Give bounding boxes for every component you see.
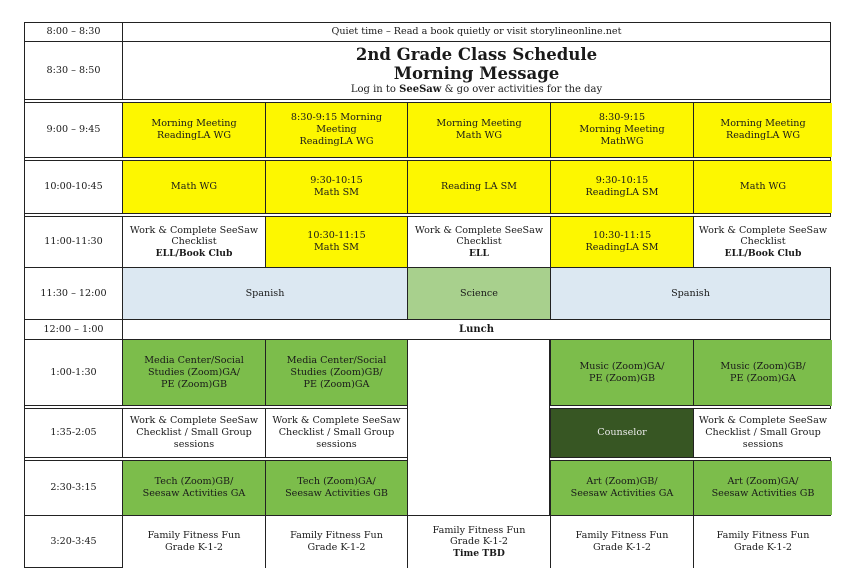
time-cell: 9:00 – 9:45 — [46, 124, 101, 136]
activity-line: 8:30-9:15 — [598, 112, 646, 124]
page-subtitle: Morning Message — [393, 63, 560, 83]
activity-line: Work & Complete SeeSaw — [129, 224, 259, 236]
activity-line: Family Fitness Fun — [432, 524, 526, 536]
activity-line: Meeting — [316, 124, 357, 136]
activity-line: Reading LA SM — [441, 181, 517, 193]
activity-line: Math WG — [170, 181, 218, 193]
activity-line: Math SM — [313, 242, 360, 253]
activity-cell — [122, 409, 265, 457]
activity-line: Music (Zoom)GB/ — [720, 361, 806, 373]
science-cell: Science — [407, 268, 550, 320]
activity-line: Morning Meeting — [579, 124, 665, 136]
time-cell: 2:30-3:15 — [50, 482, 97, 494]
activity-line: Checklist / Small Group — [136, 427, 252, 439]
header-cell — [122, 42, 830, 100]
blank-merged-cell — [407, 339, 550, 515]
activity-line: Media Center/Social — [144, 355, 244, 367]
activity-cell — [407, 161, 550, 213]
activity-cell — [693, 161, 832, 213]
login-instruction: Log in to SeeSaw & go over activities for the day — [350, 83, 603, 95]
activity-line: Math WG — [739, 181, 787, 193]
activity-cell — [693, 217, 832, 267]
activity-line: Grade K-1-2 — [307, 542, 366, 553]
activity-note: Time TBD — [453, 548, 505, 560]
activity-line: Studies (Zoom)GA/ — [147, 367, 241, 379]
time-cell: 12:00 – 1:00 — [43, 324, 104, 336]
row-0320 — [25, 515, 830, 568]
activity-line: Media Center/Social — [286, 355, 387, 367]
schedule-table — [24, 22, 831, 568]
activity-line: Seesaw Activities GB — [285, 488, 388, 499]
activity-cell — [407, 217, 550, 267]
activity-line: Grade K-1-2 — [593, 542, 651, 553]
activity-line: ReadingLA SM — [585, 242, 659, 253]
activity-line: sessions — [742, 438, 784, 450]
activity-line: ReadingLA WG — [299, 135, 374, 147]
activity-note: ELL/Book Club — [724, 248, 802, 260]
activity-note: ELL — [469, 248, 489, 260]
activity-line: Counselor — [597, 427, 647, 439]
activity-line: 8:30-9:15 Morning — [290, 112, 383, 124]
activity-line: Family Fitness Fun — [147, 530, 241, 542]
activity-cell — [550, 217, 693, 267]
activity-line: PE (Zoom)GB — [160, 378, 228, 390]
time-cell: 8:00 – 8:30 — [46, 26, 101, 38]
activity-line: Morning Meeting — [151, 118, 237, 130]
activity-line: MathWG — [600, 135, 644, 147]
activity-line: PE (Zoom)GA — [303, 378, 370, 390]
activity-line: Math SM — [313, 187, 360, 198]
activity-line: Studies (Zoom)GB/ — [290, 367, 383, 379]
activity-line: ReadingLA WG — [725, 130, 801, 141]
activity-line: Work & Complete SeeSaw — [129, 415, 259, 427]
activity-line: ReadingLA SM — [585, 187, 659, 198]
row-0830 — [25, 41, 830, 100]
activity-line: Grade K-1-2 — [450, 536, 508, 548]
activity-line: Tech (Zoom)GA/ — [297, 476, 376, 488]
activity-cell — [122, 516, 265, 568]
activity-cell — [407, 103, 550, 157]
activity-line: Tech (Zoom)GB/ — [154, 476, 234, 488]
activity-cell — [407, 516, 550, 568]
activity-line: Checklist — [740, 236, 786, 248]
activity-line: Morning Meeting — [720, 118, 806, 130]
activity-line: 10:30-11:15 — [592, 230, 652, 242]
activity-cell — [550, 461, 693, 515]
activity-line: sessions — [316, 438, 357, 450]
time-cell: 8:30 – 8:50 — [46, 65, 101, 77]
row-1100 — [25, 217, 830, 267]
activity-cell — [122, 103, 265, 157]
activity-note: ELL/Book Club — [155, 248, 233, 260]
activity-line: Music (Zoom)GA/ — [579, 361, 665, 373]
activity-line: Art (Zoom)GA/ — [727, 476, 799, 488]
activity-line: Family Fitness Fun — [716, 530, 810, 542]
activity-line: Checklist — [456, 236, 502, 248]
activity-cell — [693, 103, 832, 157]
activity-line: Math WG — [455, 130, 503, 141]
activity-cell — [550, 340, 693, 406]
activity-line: Checklist / Small Group — [278, 427, 395, 439]
activity-line: Work & Complete SeeSaw — [698, 415, 828, 427]
time-cell: 3:20-3:45 — [50, 536, 97, 548]
activity-cell — [265, 340, 407, 406]
row-1000 — [25, 161, 830, 213]
activity-line: Work & Complete SeeSaw — [698, 224, 828, 236]
activity-line: Seesaw Activities GB — [711, 488, 815, 499]
row-0900 — [25, 103, 830, 157]
activity-cell — [550, 161, 693, 213]
activity-line: Checklist / Small Group — [705, 427, 821, 439]
activity-cell — [265, 516, 407, 568]
activity-line: Checklist — [171, 236, 217, 248]
time-cell: 1:35-2:05 — [50, 427, 97, 439]
activity-cell — [122, 340, 265, 406]
activity-cell — [693, 516, 832, 568]
activity-cell — [265, 103, 407, 157]
activity-line: 9:30-10:15 — [595, 175, 649, 187]
activity-line: Morning Meeting — [436, 118, 522, 130]
time-cell: 11:00-11:30 — [44, 236, 103, 248]
time-cell: 1:00-1:30 — [50, 367, 97, 379]
activity-line: Work & Complete SeeSaw — [272, 415, 401, 427]
spanish-cell: Spanish — [122, 268, 407, 320]
activity-cell — [265, 161, 407, 213]
activity-line: Grade K-1-2 — [165, 542, 223, 553]
spanish-cell: Spanish — [550, 268, 830, 320]
activity-line: Grade K-1-2 — [734, 542, 792, 553]
activity-cell — [122, 161, 265, 213]
activity-cell — [265, 217, 407, 267]
activity-line: ReadingLA WG — [156, 130, 232, 141]
activity-line: PE (Zoom)GB — [588, 373, 656, 384]
activity-line: sessions — [173, 438, 215, 450]
activity-line: 9:30-10:15 — [310, 175, 363, 187]
activity-cell — [265, 409, 407, 457]
page-title: 2nd Grade Class Schedule — [355, 44, 598, 64]
time-cell: 10:00-10:45 — [44, 181, 103, 193]
activity-cell — [550, 516, 693, 568]
activity-cell — [693, 340, 832, 406]
activity-line: PE (Zoom)GA — [730, 373, 796, 384]
activity-line: Seesaw Activities GA — [570, 488, 674, 499]
activity-cell — [122, 217, 265, 267]
quiet-time-cell: Quiet time – Read a book quietly or visit storylineonline.net — [122, 23, 830, 41]
activity-cell — [550, 409, 693, 457]
row-1130 — [25, 267, 830, 320]
activity-line: 10:30-11:15 — [307, 230, 366, 242]
activity-line: Art (Zoom)GB/ — [586, 476, 658, 488]
activity-line: Family Fitness Fun — [575, 530, 669, 542]
activity-cell — [122, 461, 265, 515]
activity-cell — [550, 103, 693, 157]
activity-cell — [693, 461, 832, 515]
time-cell: 11:30 – 12:00 — [40, 288, 107, 300]
row-0800 — [25, 23, 830, 41]
activity-cell — [693, 409, 832, 457]
lunch-cell: Lunch — [122, 320, 830, 340]
activity-line: Work & Complete SeeSaw — [414, 224, 544, 236]
activity-line: Seesaw Activities GA — [142, 488, 246, 499]
activity-line: Family Fitness Fun — [290, 530, 383, 542]
row-1200 — [25, 319, 830, 340]
activity-cell — [265, 461, 407, 515]
